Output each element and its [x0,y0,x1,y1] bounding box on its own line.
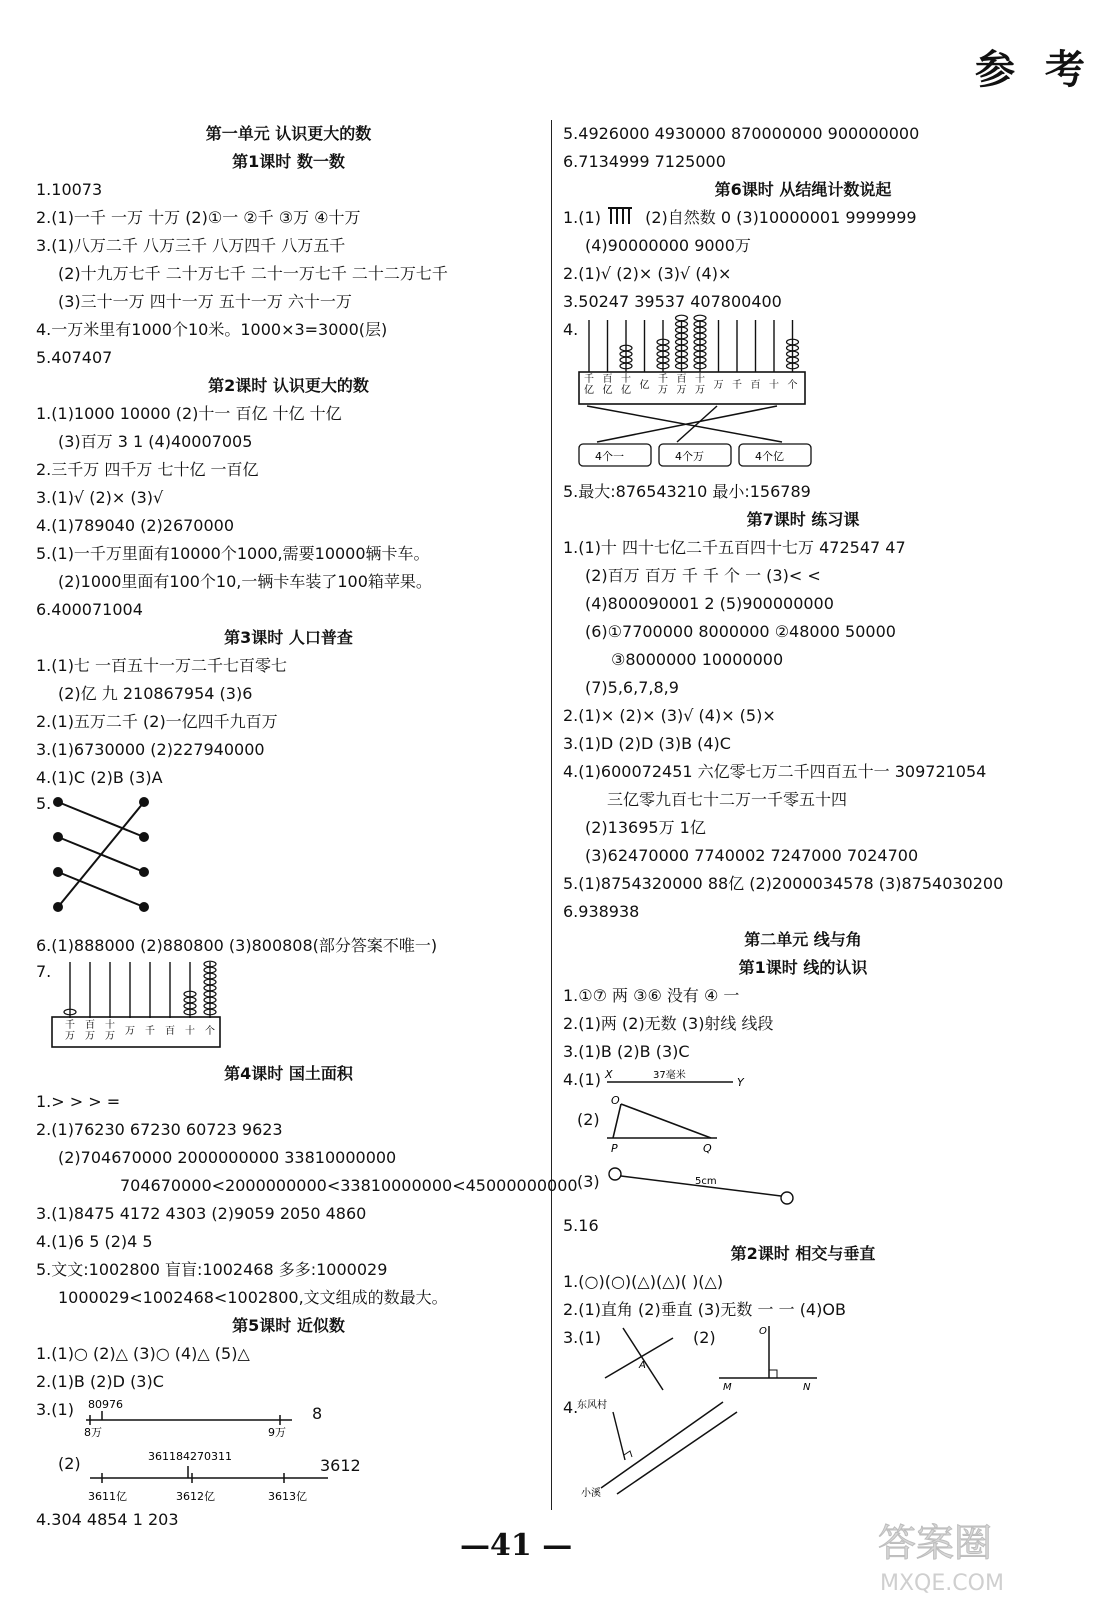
abacus-label: 万 [676,385,687,396]
lesson-heading: 第1课时 线的认识 [738,958,868,977]
answer-card-label: 4个万 [675,450,704,463]
answer-line: (2) [577,1110,600,1129]
answer-line: 2.(1)一千 一万 十万 (2)①一 ②千 ③万 ④十万 [36,208,361,227]
answer-line: 4.一万米里有1000个10米。1000×3=3000(层) [36,320,388,339]
tick-label: 3611亿 [88,1490,127,1503]
watermark-text: 答案圈 [878,1521,993,1565]
place-label: 东风村 [577,1400,607,1411]
matching-lines-diagram [50,792,190,932]
answer-line: 3.(1)6730000 (2)227940000 [36,740,265,759]
intersect-figure [563,1324,1043,1394]
answer-line: 6.7134999 7125000 [563,152,726,171]
match-line [58,802,144,837]
lesson-heading: 第5课时 近似数 [232,1316,345,1335]
tick-label: 3613亿 [268,1490,307,1503]
rounded-answer: 8 [312,1404,323,1423]
answer-line: (2)704670000 2000000000 33810000000 [58,1148,397,1167]
segment-figure [563,1066,1043,1094]
answer-line: 4.(1)600072451 六亿零七万二千四百五十一 309721054 [563,762,987,781]
answer-line: 5.16 [563,1216,599,1235]
answer-line: (2)十九万七千 二十万七千 二十一万七千 二十二万七千 [58,264,448,283]
answer-line: 7. [36,962,52,981]
answer-line: (6)①7700000 8000000 ②48000 50000 [585,622,896,641]
abacus-bead [676,315,688,321]
tick-label: 8万 [84,1426,102,1439]
abacus-label: 个 [205,1026,215,1037]
abacus-label: 百 [85,1020,95,1031]
answer-card-label: 4个亿 [755,450,784,463]
rounded-answer: 3612 [320,1456,361,1475]
answer-line: (7)5,6,7,8,9 [585,678,679,697]
answer-line: (2)百万 百万 千 千 个 一 (3)< < [585,566,821,585]
answer-line: 3.(1)B (2)B (3)C [563,1042,690,1061]
answer-line: 5.最大:876543210 最小:156789 [563,482,811,501]
point-label: Y [737,1076,744,1089]
number-line-figure [36,1440,541,1506]
tick-label: 9万 [268,1426,286,1439]
abacus-label: 千 [658,374,668,385]
abacus-label: 十 [695,374,705,385]
answer-line: 4. [563,1398,579,1417]
abacus-label: 十 [185,1026,195,1037]
point-label: O [759,1326,767,1337]
answer-line: (2)1000里面有100个10,一辆卡车装了100箱苹果。 [58,572,432,591]
column-divider [551,120,552,1510]
abacus-label: 千 [732,380,742,391]
answer-line: 4.(1) [563,1070,601,1089]
abacus-label: 万 [658,385,668,396]
perpendicular-diagram [717,1324,837,1394]
answer-line: 3.(1) [563,1328,601,1347]
abacus-diagram [50,960,250,1058]
answer-line: (2)13695万 1亿 [585,818,706,837]
answer-line: 2.(1)直角 (2)垂直 (3)无数 一 一 (4)OB [563,1300,846,1319]
answer-line: 1000029<1002468<1002800,文文组成的数最大。 [58,1288,448,1307]
point-label: N [803,1382,811,1393]
answer-line: 4.304 4854 1 203 [36,1510,179,1529]
left-column [36,120,578,1534]
abacus-label: 亿 [621,385,631,396]
abacus-label: 万 [713,380,724,391]
answer-line: 6.400071004 [36,600,143,619]
answer-card-label: 4个一 [595,450,624,463]
answer-line: 5.文文:1002800 盲盲:1002468 多多:1000029 [36,1260,388,1279]
lesson-heading: 第4课时 国土面积 [224,1064,353,1083]
answer-line: 4.(1)C (2)B (3)A [36,768,163,787]
answer-line: 4.(1)789040 (2)2670000 [36,516,235,535]
point-label: M [723,1382,732,1393]
abacus-label: 万 [125,1026,135,1037]
point-label: P [611,1142,618,1155]
point-label: A [639,1360,646,1371]
answer-line: 704670000<2000000000<33810000000<45000000000 [120,1176,578,1195]
lesson-heading: 第2课时 相交与垂直 [730,1244,876,1263]
lesson-heading: 第2课时 认识更大的数 [208,376,369,395]
match-line [58,802,144,907]
answer-line: 2.(1)× (2)× (3)√ (4)× (5)× [563,706,776,725]
answer-line: (3) [577,1172,600,1191]
point-label: X [605,1068,613,1081]
answer-line: 3.(1)八万二千 八万三千 八万四千 八万五千 [36,236,346,255]
place-label: 小溪 [581,1488,601,1499]
answer-line: 3.50247 39537 407800400 [563,292,782,311]
abacus-label: 亿 [639,380,650,391]
triangle-opq-diagram [607,1094,747,1156]
point-label: Q [703,1142,712,1155]
answer-line: (3)62470000 7740002 7247000 7024700 [585,846,919,865]
number-line-1 [82,1396,372,1440]
abacus-label: 千 [145,1026,155,1037]
answer-line: 5.4926000 4930000 870000000 900000000 [563,124,920,143]
abacus-label: 万 [105,1031,115,1042]
river-figure [563,1394,1043,1498]
answer-line [563,204,1043,232]
abacus-label: 十 [769,380,779,391]
answer-line: 3.(1) [36,1400,74,1419]
lesson-heading: 第1课时 数一数 [232,152,345,171]
answer-line: (4)90000000 9000万 [585,236,751,255]
intersecting-lines-diagram [603,1324,693,1394]
answer-line: 5.(1)8754320000 88亿 (2)2000034578 (3)8754030200 [563,874,1004,893]
answer-line: (3)三十一万 四十一万 五十一万 六十一万 [58,292,352,311]
abacus-label: 十 [621,374,631,385]
number-line-figure [36,1396,541,1440]
page-number: —41 — [460,1528,573,1563]
marked-value: 80976 [88,1398,123,1411]
lesson-heading: 第3课时 人口普查 [224,628,353,647]
segment-5cm-diagram [605,1162,805,1214]
marked-value: 361184270311 [148,1450,232,1463]
village-river-diagram [577,1394,757,1498]
abacus-bead [694,315,706,321]
answer-line: 1.(○)(○)(△)(△)( )(△) [563,1272,724,1291]
number-line-2 [88,1444,338,1508]
matching-figure [36,792,541,932]
tally-mark-icon [606,206,634,226]
answer-line: 1.(1)十 四十七亿二千五百四十七万 472547 47 [563,538,906,557]
section-header: 参 考 [975,46,1093,93]
answer-line: 1.(1)1000 10000 (2)十一 百亿 十亿 十亿 [36,404,342,423]
tick-label: 3612亿 [176,1490,215,1503]
answer-line: 6.938938 [563,902,640,921]
answer-line: (2)亿 九 210867954 (3)6 [58,684,253,703]
answer-line: 5. [36,794,52,813]
answer-line: 1.(1)○ (2)△ (3)○ (4)△ (5)△ [36,1344,250,1363]
answer-line: (3)百万 3 1 (4)40007005 [58,432,253,451]
length-label: 5cm [695,1176,717,1187]
length-label: 37毫米 [653,1070,686,1081]
watermark-url: MXQE.COM [880,1571,1004,1596]
answer-line: 三亿零九百七十二万一千零五十四 [607,790,848,809]
abacus-label: 千 [65,1020,75,1031]
answer-line: 4. [563,320,579,339]
watermark-logo-icon [868,1506,1048,1596]
answer-line: 3.(1)√ (2)× (3)√ [36,488,164,507]
segment-xy-diagram [605,1068,765,1092]
answer-line: 5.407407 [36,348,113,367]
answer-line: (2) [58,1454,81,1473]
answer-text: 1.(1) [563,208,601,227]
answer-line: 1.(1)七 一百五十一万二千七百零七 [36,656,288,675]
answer-line: 2.(1)五万二千 (2)一亿四千九百万 [36,712,278,731]
abacus-label: 个 [787,380,798,391]
answer-line: 2.(1)两 (2)无数 (3)射线 线段 [563,1014,774,1033]
unit-heading: 第一单元 认识更大的数 [205,124,372,143]
cartoon-face-icon [781,1192,793,1204]
answer-line: 2.(1)B (2)D (3)C [36,1372,164,1391]
point-label: O [611,1094,620,1107]
abacus-label: 百 [165,1026,175,1037]
answer-line: 4.(1)6 5 (2)4 5 [36,1232,153,1251]
answer-text: (2)自然数 0 (3)10000001 9999999 [645,208,917,227]
answer-line: 1.①⑦ 两 ③⑥ 没有 ④ 一 [563,986,740,1005]
right-column [563,120,1043,1498]
answer-line: 2.(1)√ (2)× (3)√ (4)× [563,264,732,283]
triangle-figure [563,1094,1043,1156]
answer-line: 3.(1)8475 4172 4303 (2)9059 2050 4860 [36,1204,367,1223]
answer-line: 5.(1)一千万里面有10000个1000,需要10000辆卡车。 [36,544,430,563]
abacus-label: 万 [65,1031,75,1042]
abacus-label: 百 [676,374,687,385]
answer-line: 3.(1)D (2)D (3)B (4)C [563,734,731,753]
abacus-label: 百 [750,380,761,391]
abacus-matching-figure [563,316,1043,478]
abacus-label: 百 [602,374,613,385]
answer-line: 6.(1)888000 (2)880800 (3)800808(部分答案不唯一) [36,936,438,955]
cartoon-face-icon [609,1168,621,1180]
abacus-label: 万 [695,385,705,396]
answer-line: (4)800090001 2 (5)900000000 [585,594,834,613]
abacus-label: 亿 [602,385,613,396]
answer-line: (2) [693,1328,716,1347]
unit-heading: 第二单元 线与角 [744,930,862,949]
abacus-label: 亿 [584,385,594,396]
lesson-heading: 第7课时 练习课 [746,510,860,529]
abacus-label: 千 [584,374,594,385]
abacus-diagram [577,318,827,478]
answer-line: 2.(1)76230 67230 60723 9623 [36,1120,283,1139]
abacus-label: 万 [85,1031,95,1042]
answer-line: 1.10073 [36,180,103,199]
match-line [58,872,144,907]
answer-line: 1.> > > = [36,1092,121,1111]
answer-line: ③8000000 10000000 [611,650,784,669]
lesson-heading: 第6课时 从结绳计数说起 [714,180,892,199]
segment-figure [563,1156,1043,1212]
abacus-figure [36,960,541,1060]
abacus-label: 十 [105,1020,115,1031]
answer-line: 2.三千万 四千万 七十亿 一百亿 [36,460,259,479]
